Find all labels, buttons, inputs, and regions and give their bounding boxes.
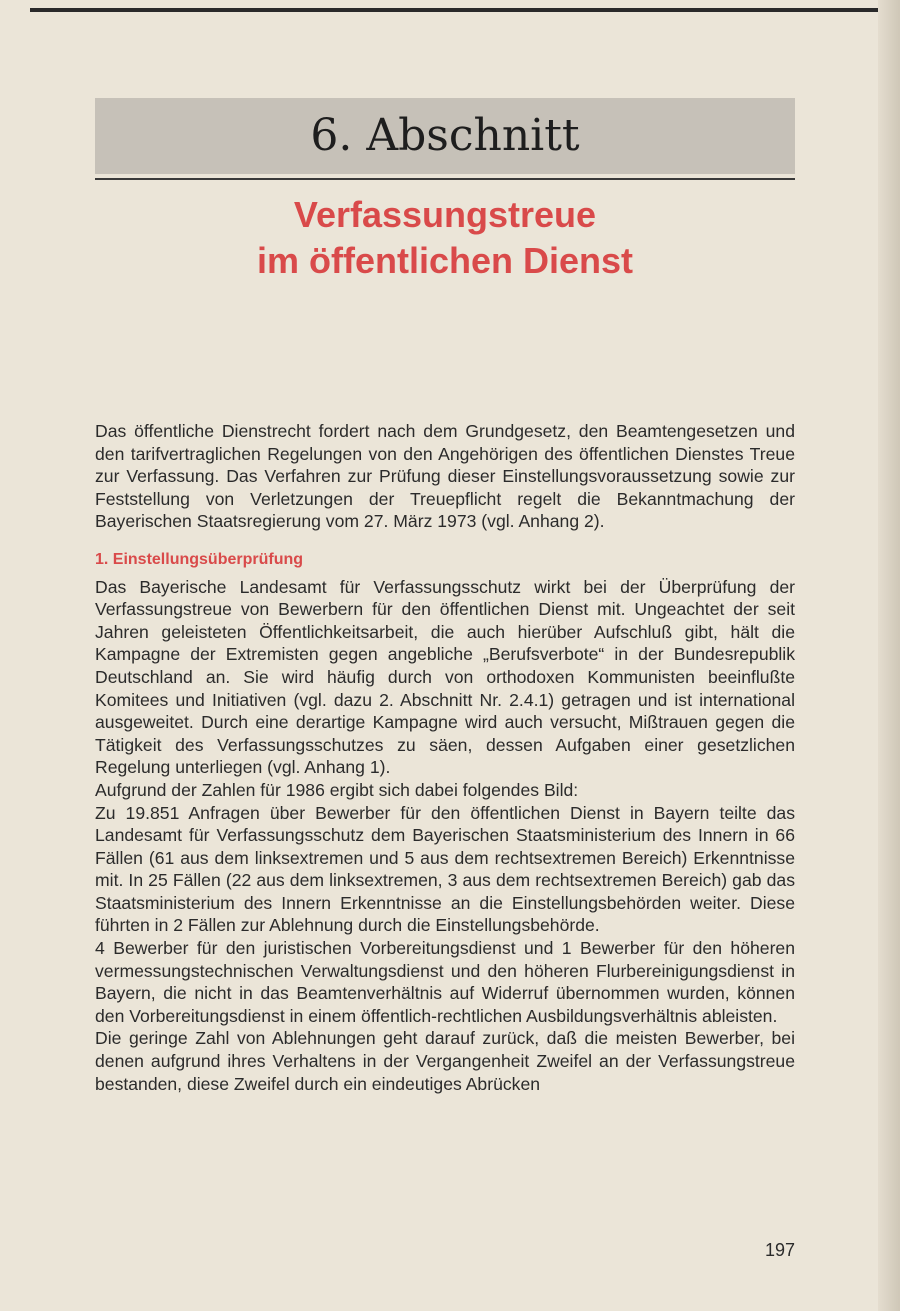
body-text xyxy=(95,420,795,1095)
paragraph: Aufgrund der Zahlen für 1986 ergibt sich dabei folgendes Bild: xyxy=(95,779,579,800)
paragraph: Die geringe Zahl von Ablehnungen geht darauf zurück, daß die meisten Bewerber, bei denen aufgrund ihres Verhaltens in der Vergangenheit Zweifel an der Verfassungstreue bestanden, diese Zweifel durch ein eindeutiges Abrücken xyxy=(95,1028,795,1094)
paragraph: 4 Bewerber für den juristischen Vorbereitungsdienst und 1 Bewerber für den höheren vermessungstechnischen Verwaltungsdienst und den höheren Flurbereinigungsdienst in Bayern, die nicht in das Beamtenverhältnis auf Widerruf übernommen wurden, können den Vorbereitungsdienst in einem öffentlich-rechtlichen Ausbildungsverhältnis ableisten. xyxy=(95,938,795,1026)
top-rule xyxy=(30,8,880,12)
section-title: 6. Abschnitt xyxy=(310,110,580,161)
paragraph: Das Bayerische Landesamt für Verfassungsschutz wirkt bei der Überprüfung der Verfassungstreue von Bewerbern für den öffentlichen Dienst mit. Ungeachtet der seit Jahren geleisteten Öffentlichkeitsarbeit, die auch hierüber Aufschluß gibt, hält die Kampagne der Extremisten gegen angebliche „Berufsverbote“ in der Bundesrepublik Deutschland an. Sie wird häufig durch von orthodoxen Kommunisten beeinflußte Komitees und Initiativen (vgl. dazu 2. Abschnitt Nr. 2.4.1) getragen und ist international ausgeweitet. Durch eine derartige Kampagne wird auch versucht, Mißtrauen gegen die Tätigkeit des Verfassungsschutzes zu säen, dessen Aufgaben einer gesetzlichen Regelung unterliegen (vgl. Anhang 1). xyxy=(95,576,795,778)
paragraph: Zu 19.851 Anfragen über Bewerber für den öffentlichen Dienst in Bayern teilte das Landesamt für Verfassungsschutz dem Bayerischen Staatsministerium des Innern in 66 Fällen (61 aus dem linksextremen und 5 aus dem rechtsextremen Bereich) Erkenntnisse mit. In 25 Fällen (22 aus dem linksextremen, 3 aus dem rechtsextremen Bereich) gab das Staatsministerium des Innern Erkenntnisse an die Einstellungsbehörden weiter. Diese führten in 2 Fällen zur Ablehnung durch die Einstellungsbehörde. xyxy=(95,802,795,936)
intro-paragraph: Das öffentliche Dienstrecht fordert nach dem Grundgesetz, den Beamtengesetzen und den tarifvertraglichen Regelungen von den Angehörigen des öffentlichen Dienstes Treue zur Verfassung. Das Verfahren zur Prüfung dieser Einstellungsvoraussetzung sowie zur Feststellung von Verletzungen der Treuepflicht regelt die Bekanntmachung der Bayerischen Staatsregierung vom 27. März 1973 (vgl. Anhang 2). xyxy=(95,421,795,532)
title-divider xyxy=(95,178,795,180)
page-number: 197 xyxy=(764,1240,795,1260)
subtitle-line-1: Verfassungstreue xyxy=(293,194,597,235)
subsection-heading: 1. Einstellungsüberprüfung xyxy=(95,550,304,568)
page-edge xyxy=(878,0,900,1311)
subtitle-line-2: im öffentlichen Dienst xyxy=(256,240,634,281)
section-subtitle xyxy=(95,192,795,284)
